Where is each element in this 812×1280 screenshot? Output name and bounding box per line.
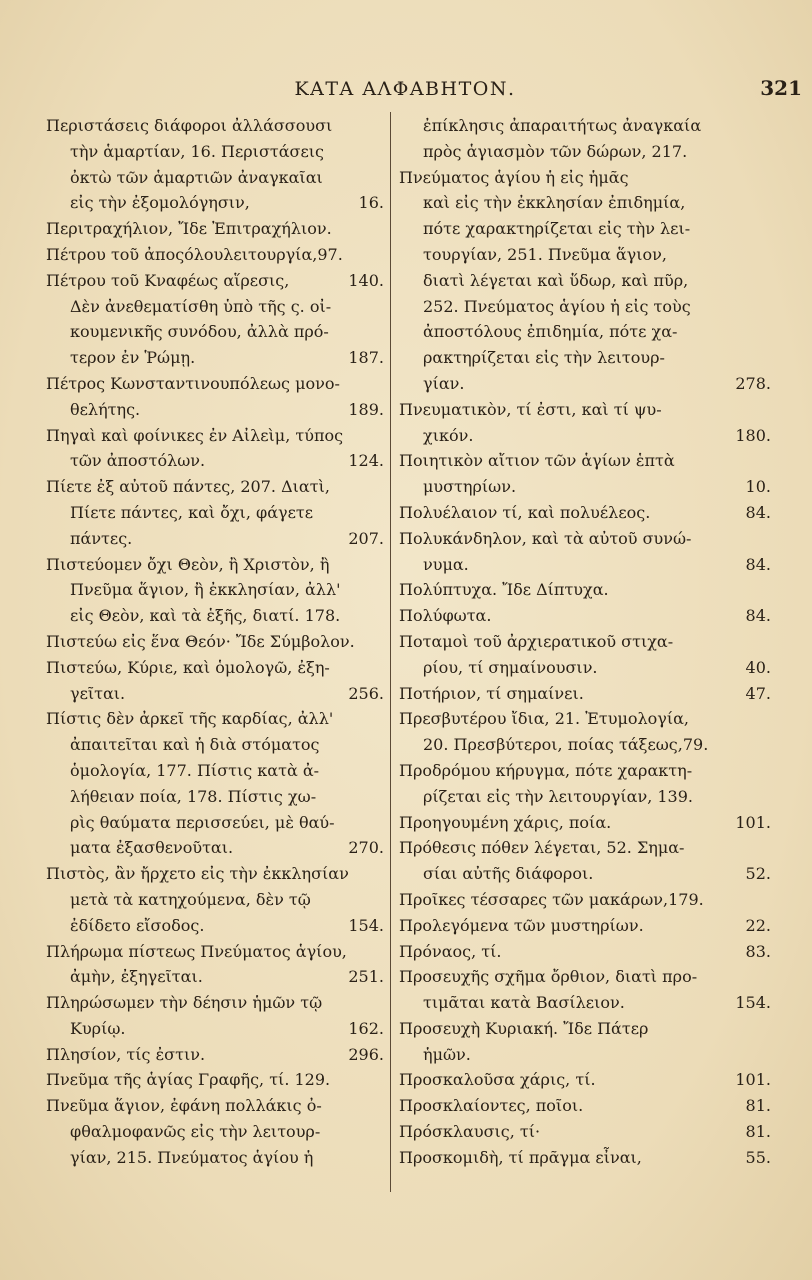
index-entry-line <box>399 113 771 139</box>
entry-text: ἀποστόλους ἐπιδημία, πότε χα- <box>423 322 678 342</box>
index-entry-line <box>46 268 384 294</box>
entry-text: Δὲν ἀνεθεματίσθη ὑπὸ τῆς ς. οἰ- <box>70 296 332 316</box>
entry-text: Πιστὸς, ἂν ἤρχετο εἰς τὴν ἐκκλησίαν <box>46 864 349 884</box>
index-entry-line <box>46 732 384 758</box>
index-entry-line <box>46 835 384 861</box>
entry-text: ἀμὴν, ἐξηγεῖται. <box>70 967 203 987</box>
index-entry-line <box>399 655 771 681</box>
index-entry-line <box>399 603 771 629</box>
index-entry-line <box>399 190 771 216</box>
entry-page-ref: 270. <box>348 838 384 858</box>
index-entry-line <box>46 397 384 423</box>
index-entry-line <box>46 216 384 242</box>
entry-text: τὴν ἁμαρτίαν, 16. Περιστάσεις <box>70 141 324 161</box>
index-entry-line <box>46 526 384 552</box>
entry-text: ματα ἐξασθενοῦται. <box>70 838 234 858</box>
index-entry-line <box>46 1119 384 1145</box>
index-entry-line <box>399 784 771 810</box>
entry-text: Πολυκάνδηλον, καὶ τὰ αὐτοῦ συνώ- <box>399 528 692 548</box>
page-number: 321 <box>760 76 802 100</box>
entry-text: ρίου, τί σημαίνουσιν. <box>423 657 598 677</box>
entry-text: χικόν. <box>423 425 474 445</box>
index-entry-line <box>46 113 384 139</box>
entry-text: Πνευματικὸν, τί ἐστι, καὶ τί ψυ- <box>399 399 662 419</box>
index-entry-line <box>46 371 384 397</box>
index-entry-line <box>399 1042 771 1068</box>
index-entry-line <box>46 1042 384 1068</box>
entry-page-ref: 124. <box>348 451 384 471</box>
entry-page-ref: 251. <box>348 967 384 987</box>
entry-text: θελήτης. <box>70 399 141 419</box>
entry-page-ref: 154. <box>348 915 384 935</box>
entry-text: λήθειαν ποία, 178. Πίστις χω- <box>70 786 317 806</box>
index-entry-line <box>46 758 384 784</box>
entry-text: ρίζεται εἰς τὴν λειτουργίαν, 139. <box>423 786 693 806</box>
index-column-right <box>399 113 771 1171</box>
index-entry-line <box>399 1016 771 1042</box>
entry-page-ref: 22. <box>745 915 771 935</box>
index-entry-line <box>46 165 384 191</box>
index-entry-line <box>46 1145 384 1171</box>
index-entry-line <box>46 939 384 965</box>
index-entry-line <box>399 345 771 371</box>
index-entry-line <box>46 784 384 810</box>
entry-text: φθαλμοφανῶς εἰς τὴν λειτουρ- <box>70 1122 321 1142</box>
index-entry-line <box>46 1067 384 1093</box>
index-entry-line <box>399 397 771 423</box>
index-entry-line <box>399 1145 771 1171</box>
entry-text: διατὶ λέγεται καὶ ὕδωρ, καὶ πῦρ, <box>423 270 689 290</box>
entry-text: Προσευχῆς σχῆμα ὄρθιον, διατὶ προ- <box>399 967 698 987</box>
entry-page-ref: 189. <box>348 399 384 419</box>
entry-text: γίαν. <box>423 373 465 393</box>
entry-text: Πηγαὶ καὶ φοίνικες ἐν Αἰλεὶμ, τύπος <box>46 425 344 445</box>
entry-page-ref: 180. <box>735 425 771 445</box>
entry-text: Προσκομιδὴ, τί πρᾶγμα εἶναι, <box>399 1147 642 1167</box>
entry-text: 20. Πρεσβύτεροι, ποίας τάξεως,79. <box>423 735 709 755</box>
entry-text: Περιστάσεις διάφοροι ἀλλάσσουσι <box>46 116 333 135</box>
index-entry-line <box>399 706 771 732</box>
index-entry-line <box>399 758 771 784</box>
index-entry-line <box>399 732 771 758</box>
entry-text: νυμα. <box>423 554 469 574</box>
index-entry-line <box>46 190 384 216</box>
entry-text: Πέτρος Κωνσταντινουπόλεως μονο- <box>46 373 340 393</box>
entry-page-ref: 16. <box>358 193 384 213</box>
index-entry-line <box>46 139 384 165</box>
index-entry-line <box>46 990 384 1016</box>
entry-page-ref: 10. <box>745 477 771 497</box>
index-entry-line <box>399 939 771 965</box>
entry-text: Πνεῦμα ἅγιον, ἢ ἐκκλησίαν, ἀλλ' <box>70 580 341 600</box>
entry-text: Προσκαλοῦσα χάρις, τί. <box>399 1070 596 1090</box>
entry-text: Πίετε πάντες, καὶ ὄχι, φάγετε <box>70 502 313 522</box>
entry-text: μετὰ τὰ κατηχούμενα, δὲν τῷ <box>70 889 311 909</box>
entry-text: καὶ εἰς τὴν ἐκκλησίαν ἐπιδημία, <box>423 193 686 213</box>
entry-text: πότε χαρακτηρίζεται εἰς τὴν λει- <box>423 219 691 239</box>
entry-text: Προῖκες τέσσαρες τῶν μακάρων,179. <box>399 889 704 909</box>
index-entry-line <box>46 500 384 526</box>
entry-text: Πνεύματος ἁγίου ἡ εἰς ἡμᾶς <box>399 167 629 187</box>
entry-text: ρὶς θαύματα περισσεύει, μὲ θαύ- <box>70 812 335 832</box>
index-entry-line <box>46 294 384 320</box>
entry-text: ἀπαιτεῖται καὶ ἡ διὰ στόματος <box>70 735 320 755</box>
entry-text: Πολύπτυχα. Ἴδε Δίπτυχα. <box>399 580 609 600</box>
index-entry-line <box>399 861 771 887</box>
index-entry-line <box>399 835 771 861</box>
index-entry-line <box>46 706 384 732</box>
index-entry-line <box>399 964 771 990</box>
entry-text: 252. Πνεύματος ἁγίου ἡ εἰς τοὺς <box>423 296 691 316</box>
index-entry-line <box>399 216 771 242</box>
index-entry-line <box>399 423 771 449</box>
entry-text: τερον ἐν Ῥώμῃ. <box>70 348 196 368</box>
index-entry-line <box>46 577 384 603</box>
entry-text: Πλησίον, τίς ἐστιν. <box>46 1044 206 1064</box>
index-entry-line <box>46 810 384 836</box>
entry-text: Πολύφωτα. <box>399 606 492 626</box>
entry-page-ref: 83. <box>745 941 771 961</box>
entry-text: Προσευχὴ Κυριακή. Ἴδε Πάτερ <box>399 1018 649 1038</box>
entry-text: ἐδίδετο εἴσοδος. <box>70 915 205 935</box>
entry-text: Πρόθεσις πόθεν λέγεται, 52. Σημα- <box>399 838 685 858</box>
entry-text: πρὸς ἁγιασμὸν τῶν δώρων, 217. <box>423 141 688 161</box>
entry-text: Πρεσβυτέρου ἴδια, 21. Ἐτυμολογία, <box>399 709 689 729</box>
entry-page-ref: 162. <box>348 1018 384 1038</box>
index-entry-line <box>46 552 384 578</box>
index-entry-line <box>399 165 771 191</box>
entry-text: εἰς τὴν ἐξομολόγησιν, <box>70 193 250 213</box>
entry-text: Πιστεύω εἰς ἕνα Θεόν· Ἴδε Σύμβολον. <box>46 631 355 651</box>
entry-text: Προσκλαίοντες, ποῖοι. <box>399 1096 584 1116</box>
entry-page-ref: 81. <box>745 1096 771 1116</box>
index-entry-line <box>46 242 384 268</box>
index-entry-line <box>399 577 771 603</box>
entry-text: τουργίαν, 251. Πνεῦμα ἅγιον, <box>423 244 667 264</box>
index-entry-line <box>399 139 771 165</box>
entry-page-ref: 296. <box>348 1044 384 1064</box>
entry-page-ref: 84. <box>745 554 771 574</box>
entry-page-ref: 84. <box>745 606 771 626</box>
entry-text: σίαι αὐτῆς διάφοροι. <box>423 864 594 884</box>
index-entry-line <box>46 1016 384 1042</box>
index-entry-line <box>399 810 771 836</box>
entry-text: ὁμολογία, 177. Πίστις κατὰ ἀ- <box>70 760 320 780</box>
entry-text: γίαν, 215. Πνεύματος ἁγίου ἡ <box>70 1147 314 1167</box>
entry-text: κουμενικῆς συνόδου, ἀλλὰ πρό- <box>70 322 329 342</box>
entry-text: Πλήρωμα πίστεως Πνεύματος ἁγίου, <box>46 941 347 961</box>
entry-page-ref: 187. <box>348 348 384 368</box>
entry-text: Πιστεύομεν ὄχι Θεὸν, ἢ Χριστὸν, ἢ <box>46 554 330 574</box>
entry-page-ref: 140. <box>348 270 384 290</box>
index-entry-line <box>399 681 771 707</box>
entry-text: Πολυέλαιον τί, καὶ πολυέλεος. <box>399 502 651 522</box>
entry-text: Πνεῦμα τῆς ἁγίας Γραφῆς, τί. 129. <box>46 1070 331 1090</box>
index-entry-line <box>46 681 384 707</box>
index-entry-line <box>399 526 771 552</box>
index-entry-line <box>46 655 384 681</box>
index-entry-line <box>399 242 771 268</box>
entry-page-ref: 52. <box>745 864 771 884</box>
entry-text: Πίστις δὲν ἀρκεῖ τῆς καρδίας, ἀλλ' <box>46 709 334 729</box>
entry-text: ρακτηρίζεται εἰς τὴν λειτουρ- <box>423 348 665 368</box>
entry-text: Ποταμοὶ τοῦ ἀρχιερατικοῦ στιχα- <box>399 631 674 651</box>
entry-page-ref: 81. <box>745 1122 771 1142</box>
index-entry-line <box>46 964 384 990</box>
entry-text: Κυρίῳ. <box>70 1018 126 1038</box>
index-entry-line <box>46 629 384 655</box>
entry-text: τιμᾶται κατὰ Βασίλειον. <box>423 993 625 1013</box>
index-entry-line <box>46 861 384 887</box>
index-entry-line <box>46 423 384 449</box>
entry-page-ref: 101. <box>735 1070 771 1090</box>
entry-text: Προδρόμου κήρυγμα, πότε χαρακτη- <box>399 760 693 780</box>
entry-page-ref: 256. <box>348 683 384 703</box>
index-entry-line <box>399 500 771 526</box>
index-entry-line <box>399 1119 771 1145</box>
index-entry-line <box>46 448 384 474</box>
index-entry-line <box>46 603 384 629</box>
index-entry-line <box>399 448 771 474</box>
entry-text: Πνεῦμα ἅγιον, ἐφάνη πολλάκις ὀ- <box>46 1096 322 1116</box>
entry-text: ὀκτὼ τῶν ἁμαρτιῶν ἀναγκαῖαι <box>70 167 323 187</box>
index-entry-line <box>46 319 384 345</box>
index-entry-line <box>399 887 771 913</box>
entry-page-ref: 84. <box>745 502 771 522</box>
entry-page-ref: 40. <box>745 657 771 677</box>
index-entry-line <box>399 371 771 397</box>
entry-text: Πιστεύω, Κύριε, καὶ ὁμολογῶ, ἐξη- <box>46 657 330 677</box>
entry-text: εἰς Θεὸν, καὶ τὰ ἑξῆς, διατί. 178. <box>70 606 341 626</box>
entry-page-ref: 47. <box>745 683 771 703</box>
index-column-left <box>46 113 384 1171</box>
index-entry-line <box>46 345 384 371</box>
index-entry-line <box>46 887 384 913</box>
entry-page-ref: 278. <box>735 373 771 393</box>
entry-text: Πέτρου τοῦ ἀποςόλουλειτουργία,97. <box>46 244 343 264</box>
entry-text: Πρόσκλαυσις, τί· <box>399 1122 541 1142</box>
entry-text: Πίετε ἐξ αὐτοῦ πάντες, 207. Διατὶ, <box>46 477 330 497</box>
index-entry-line <box>399 552 771 578</box>
entry-text: Περιτραχήλιον, Ἴδε Ἐπιτραχήλιον. <box>46 219 332 239</box>
column-divider <box>390 112 391 1192</box>
entry-text: ἡμῶν. <box>423 1044 471 1064</box>
entry-page-ref: 154. <box>735 993 771 1013</box>
index-entry-line <box>399 319 771 345</box>
index-entry-line <box>399 1067 771 1093</box>
index-entry-line <box>46 1093 384 1119</box>
entry-text: γεῖται. <box>70 683 126 703</box>
entry-text: Πληρώσωμεν τὴν δέησιν ἡμῶν τῷ <box>46 993 323 1013</box>
entry-text: Προηγουμένη χάρις, ποία. <box>399 812 612 832</box>
entry-text: Πέτρου τοῦ Κναφέως αἵρεσις, <box>46 270 290 290</box>
entry-text: ἐπίκλησις ἀπαραιτήτως ἀναγκαία <box>423 116 702 135</box>
index-entry-line <box>399 1093 771 1119</box>
entry-page-ref: 101. <box>735 812 771 832</box>
entry-text: πάντες. <box>70 528 133 548</box>
index-entry-line <box>399 990 771 1016</box>
index-entry-line <box>46 913 384 939</box>
entry-text: μυστηρίων. <box>423 477 517 497</box>
entry-text: Πρόναος, τί. <box>399 941 502 961</box>
index-entry-line <box>399 474 771 500</box>
index-entry-line <box>399 268 771 294</box>
running-header: ΚΑΤΑ ΑΛΦΑΒΗΤΟΝ. <box>294 78 516 100</box>
index-entry-line <box>46 474 384 500</box>
entry-page-ref: 207. <box>348 528 384 548</box>
entry-text: Προλεγόμενα τῶν μυστηρίων. <box>399 915 644 935</box>
index-entry-line <box>399 294 771 320</box>
entry-text: Ποτήριον, τί σημαίνει. <box>399 683 584 703</box>
index-entry-line <box>399 913 771 939</box>
entry-text: τῶν ἀποστόλων. <box>70 451 206 471</box>
entry-text: Ποιητικὸν αἴτιον τῶν ἁγίων ἑπτὰ <box>399 451 675 471</box>
entry-page-ref: 55. <box>745 1147 771 1167</box>
index-entry-line <box>399 629 771 655</box>
